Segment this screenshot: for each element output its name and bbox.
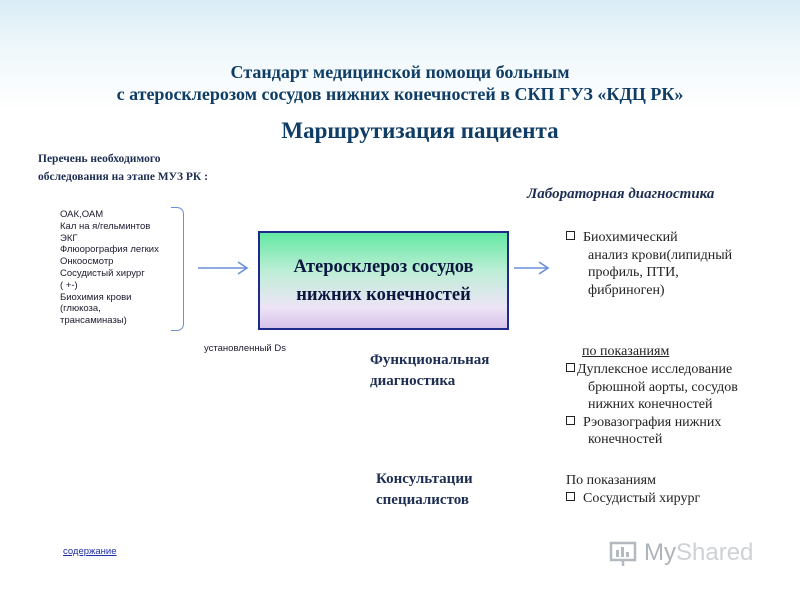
exam-item: ЭКГ	[60, 232, 78, 244]
lab-line-3: профиль, ПТИ,	[588, 265, 679, 280]
exam-item: ( +-)	[60, 279, 78, 291]
functional-item-2-line-1: Рэовазография нижних	[583, 414, 722, 430]
consult-item-1: Сосудистый хирург	[583, 490, 701, 506]
lab-line-2: анализ крови(липидный	[588, 247, 733, 263]
functional-heading	[370, 350, 489, 392]
functional-condition: по показаниям	[582, 344, 670, 359]
consult-heading	[376, 469, 473, 511]
exam-heading-line-2: обследования на этапе МУЗ РК :	[38, 171, 208, 183]
content-link[interactable]: содержание	[63, 546, 117, 557]
ds-label: установленный Ds	[204, 343, 286, 354]
logo-text-b: Shared	[676, 539, 754, 566]
functional-item-1-line-2: брюшной аорты, сосудов	[588, 379, 738, 395]
lab-line-1: Биохимический	[583, 230, 678, 245]
functional-item-1-line-1: Дуплексное исследование	[577, 362, 733, 377]
exam-item: Флюорография легких	[60, 244, 159, 256]
bullet-icon	[566, 492, 575, 501]
title-line-2: с атеросклерозом сосудов нижних конечностей в СКП ГУЗ «КДЦ РК»	[116, 84, 684, 104]
consult-list	[566, 472, 700, 507]
exam-heading-line-1: Перечень необходимого	[38, 153, 161, 165]
functional-item-2-line-2: конечностей	[588, 432, 663, 447]
logo-text-a: My	[644, 539, 676, 566]
consult-condition: По показаниям	[566, 473, 656, 488]
lab-line-4: фибриноген)	[588, 282, 665, 298]
exam-list-brace	[171, 207, 184, 331]
exam-item: Кал на я/гельминтов	[60, 220, 151, 232]
right-arrow-icon	[512, 260, 552, 276]
lab-heading: Лабораторная диагностика	[527, 186, 715, 202]
diagnosis-line-1: Атеросклероз сосудов	[293, 256, 474, 277]
exam-item: ОАК,ОАМ	[60, 209, 104, 220]
diagnosis-box	[258, 231, 509, 330]
functional-item-1-line-3: нижних конечностей	[588, 397, 713, 412]
exam-item: Онкоосмотр	[60, 256, 114, 268]
functional-heading-line-2: диагностика	[370, 373, 456, 389]
presentation-icon	[608, 538, 638, 568]
page-subtitle: Маршрутизация пациента	[281, 118, 559, 143]
consult-heading-line-1: Консультации	[376, 471, 473, 487]
bullet-icon	[566, 231, 575, 240]
exam-item: Биохимия крови	[60, 291, 132, 303]
exam-item: Сосудистый хирург	[60, 267, 145, 279]
logo-text	[644, 539, 753, 567]
exam-item: трансаминазы)	[60, 315, 127, 327]
bullet-icon	[566, 416, 575, 425]
title-line-1: Стандарт медицинской помощи больным	[230, 62, 570, 82]
exam-list	[60, 209, 159, 327]
functional-list	[566, 361, 738, 449]
consult-heading-line-2: специалистов	[376, 492, 469, 508]
functional-heading-line-1: Функциональная	[370, 352, 490, 368]
exam-heading	[38, 150, 208, 186]
myshared-logo	[608, 538, 753, 568]
bullet-icon	[566, 363, 575, 372]
diagnosis-line-2: нижних конечностей	[296, 284, 471, 305]
left-arrow-icon	[196, 260, 252, 276]
exam-item: (глюкоза,	[60, 303, 101, 315]
lab-list	[566, 229, 732, 299]
